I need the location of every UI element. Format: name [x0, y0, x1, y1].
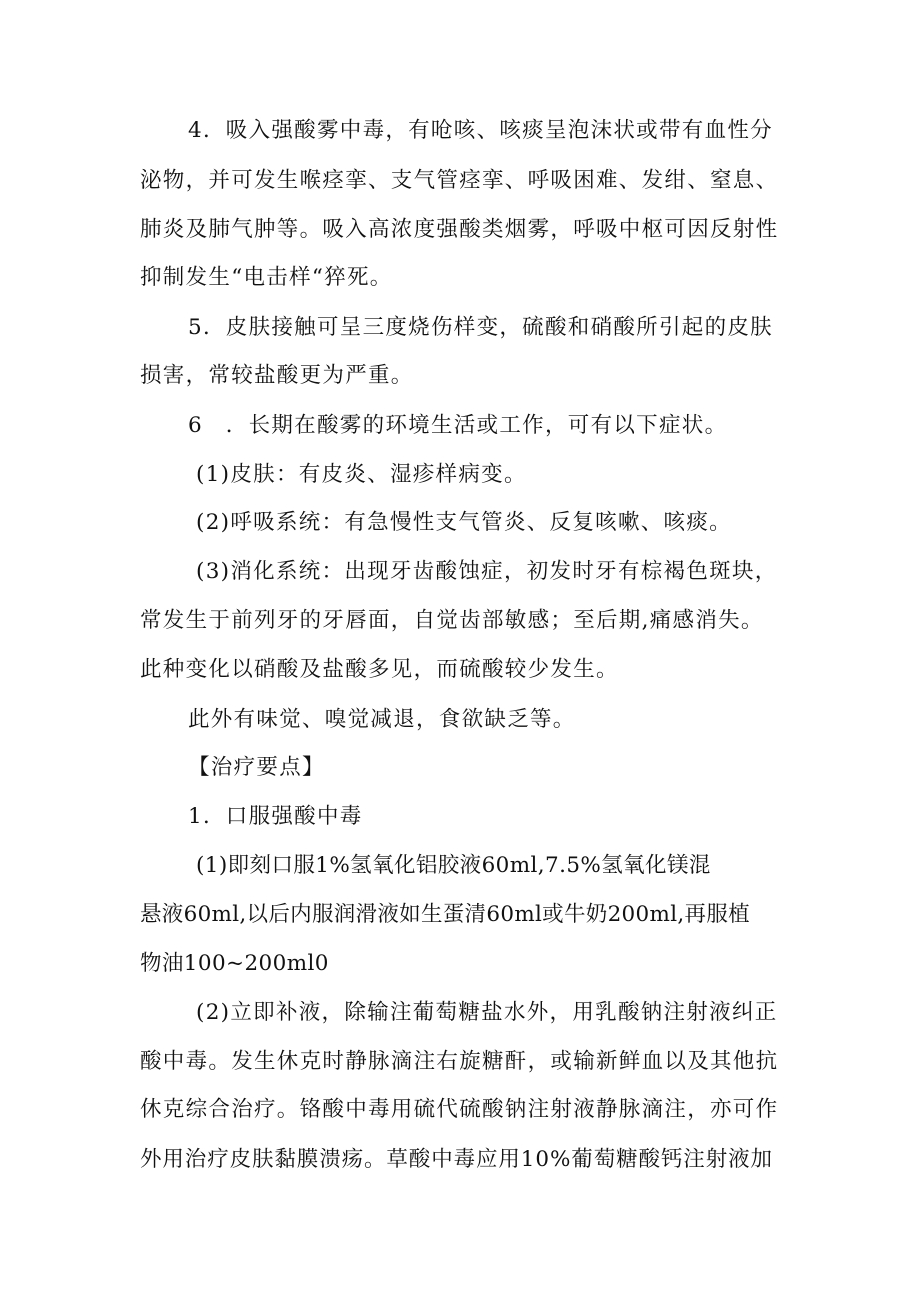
text-line: (1)皮肤：有皮炎、湿疹样病变。: [196, 462, 527, 487]
text-line: 常发生于前列牙的牙唇面，自觉齿部敏感；至后期,痛感消失。: [140, 608, 764, 633]
text-line: 损害，常较盐酸更为严重。: [140, 363, 414, 388]
text-line: (2)呼吸系统：有急慢性支气管炎、反复咳嗽、咳痰。: [196, 510, 732, 535]
text-line: 肺炎及肺气肿等。吸入高浓度强酸类烟雾，呼吸中枢可因反射性: [140, 217, 779, 242]
text-line: 抑制发生“电击样“猝死。: [140, 265, 393, 290]
text-line: 物油100~200ml0: [140, 951, 329, 976]
text-line: 此种变化以硝酸及盐酸多见，而硫酸较少发生。: [140, 657, 619, 682]
text-line: 6 ．长期在酸雾的环境生活或工作，可有以下症状。: [188, 413, 728, 438]
text-line: 泌物，并可发生喉痉挛、支气管痉挛、呼吸困难、发绀、窒息、: [140, 168, 779, 193]
text-line: 此外有味觉、嗅觉减退，食欲缺乏等。: [188, 707, 576, 732]
text-line: (1)即刻口服1%氢氧化铝胶液60ml,7.5%氢氧化镁混: [196, 853, 711, 878]
text-line: 外用治疗皮肤黏膜溃疡。草酸中毒应用10%葡萄糖酸钙注射液加: [140, 1147, 773, 1172]
text-line: 酸中毒。发生休克时静脉滴注右旋糖酐，或输新鲜血以及其他抗: [140, 1049, 779, 1074]
section-heading: 【治疗要点】: [188, 755, 325, 780]
text-line: 5．皮肤接触可呈三度烧伤样变，硫酸和硝酸所引起的皮肤: [188, 315, 773, 340]
text-line: 悬液60ml,以后内服润滑液如生蛋清60ml或牛奶200ml,再服植: [140, 902, 750, 927]
text-line: 1．口服强酸中毒: [188, 804, 363, 829]
text-line: (3)消化系统：出现牙齿酸蚀症，初发时牙有棕褐色斑块，: [196, 559, 778, 584]
text-line: 休克综合治疗。铬酸中毒用硫代硫酸钠注射液静脉滴注，亦可作: [140, 1097, 779, 1122]
text-line: (2)立即补液，除输注葡萄糖盐水外，用乳酸钠注射液纠正: [196, 1000, 778, 1025]
text-line: 4．吸入强酸雾中毒，有呛咳、咳痰呈泡沫状或带有血性分: [188, 118, 773, 143]
